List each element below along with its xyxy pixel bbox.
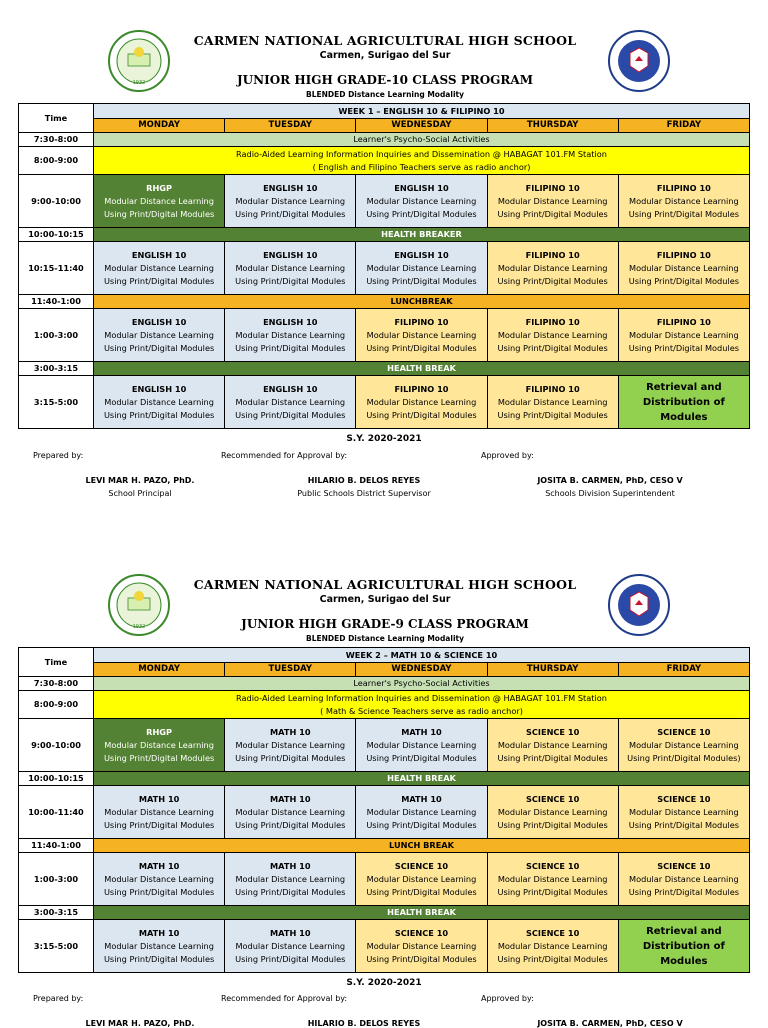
schedule-block-2 <box>0 574 768 1028</box>
day-thursday: THURSDAY <box>487 119 618 133</box>
time-slot: 10:00-11:40 <box>19 786 94 839</box>
time-slot: 10:15-11:40 <box>19 242 94 295</box>
approved-label: Approved by: <box>481 451 534 460</box>
class-cell: FILIPINO 10 Modular Distance Learning Using Print/Digital Modules <box>618 175 749 228</box>
school-place: Carmen, Surigao del Sur <box>319 594 451 605</box>
day-thursday: THURSDAY <box>487 663 618 677</box>
class-cell: MATH 10 Modular Distance Learning Using Print/Digital Modules <box>356 786 487 839</box>
class-cell: FILIPINO 10 Modular Distance Learning Using Print/Digital Modules <box>618 309 749 362</box>
time-slot: 3:15-5:00 <box>19 920 94 973</box>
class-cell: SCIENCE 10 Modular Distance Learning Using Print/Digital Modules <box>356 920 487 973</box>
class-cell: FILIPINO 10 Modular Distance Learning Using Print/Digital Modules <box>356 376 487 429</box>
program-title: JUNIOR HIGH GRADE-9 CLASS PROGRAM <box>241 617 529 631</box>
svg-text:1932: 1932 <box>132 624 146 630</box>
modality: BLENDED Distance Learning Modality <box>306 90 464 99</box>
signatory-name: HILARIO B. DELOS REYES <box>307 1019 421 1028</box>
deped-seal-logo <box>608 30 670 92</box>
signatory-name: HILARIO B. DELOS REYES <box>307 476 421 485</box>
class-cell: MATH 10 Modular Distance Learning Using Print/Digital Modules <box>225 920 356 973</box>
day-friday: FRIDAY <box>618 119 749 133</box>
week-title: WEEK 2 – MATH 10 & SCIENCE 10 <box>94 648 750 663</box>
class-cell: FILIPINO 10 Modular Distance Learning Using Print/Digital Modules <box>356 309 487 362</box>
health-break-row: HEALTH BREAK <box>94 906 750 920</box>
class-cell: ENGLISH 10 Modular Distance Learning Using Print/Digital Modules <box>356 175 487 228</box>
time-slot: 9:00-10:00 <box>19 175 94 228</box>
modality: BLENDED Distance Learning Modality <box>306 634 464 643</box>
class-cell: FILIPINO 10 Modular Distance Learning Using Print/Digital Modules <box>487 175 618 228</box>
class-cell: ENGLISH 10 Modular Distance Learning Using Print/Digital Modules <box>94 376 225 429</box>
time-slot: 10:00-10:15 <box>19 228 94 242</box>
svg-text:1932: 1932 <box>132 80 146 86</box>
class-cell: ENGLISH 10 Modular Distance Learning Using Print/Digital Modules <box>225 242 356 295</box>
time-slot: 1:00-3:00 <box>19 309 94 362</box>
school-name: CARMEN NATIONAL AGRICULTURAL HIGH SCHOOL <box>193 33 577 48</box>
radio-aided-learning <box>94 147 750 175</box>
time-header: Time <box>19 104 94 133</box>
day-wednesday: WEDNESDAY <box>356 663 487 677</box>
class-cell: SCIENCE 10 Modular Distance Learning Using Print/Digital Modules <box>487 920 618 973</box>
header <box>0 30 768 423</box>
class-cell: SCIENCE 10 Modular Distance Learning Using Print/Digital Modules <box>618 853 749 906</box>
time-slot: 3:15-5:00 <box>19 376 94 429</box>
class-cell: RHGP Modular Distance Learning Using Print/Digital Modules <box>94 175 225 228</box>
class-cell: ENGLISH 10 Modular Distance Learning Using Print/Digital Modules <box>225 376 356 429</box>
school-year: S.Y. 2020-2021 <box>346 434 422 444</box>
class-cell: SCIENCE 10 Modular Distance Learning Using Print/Digital Modules) <box>618 719 749 772</box>
time-slot: 1:00-3:00 <box>19 853 94 906</box>
class-cell: MATH 10 Modular Distance Learning Using Print/Digital Modules <box>94 786 225 839</box>
time-slot: 11:40-1:00 <box>19 839 94 853</box>
lunch-break-row: LUNCHBREAK <box>94 295 750 309</box>
lunch-break-row: LUNCH BREAK <box>94 839 750 853</box>
radio-line-2: ( Math & Science Teachers serve as radio anchor) <box>320 705 523 716</box>
class-cell: SCIENCE 10 Modular Distance Learning Using Print/Digital Modules <box>618 786 749 839</box>
day-monday: MONDAY <box>94 663 225 677</box>
schedule-block-1 <box>0 30 768 498</box>
time-slot: 11:40-1:00 <box>19 295 94 309</box>
day-tuesday: TUESDAY <box>225 119 356 133</box>
class-cell: FILIPINO 10 Modular Distance Learning Using Print/Digital Modules <box>618 242 749 295</box>
retrieval-cell: Retrieval and Distribution of Modules <box>618 376 749 429</box>
signatory-position: Public Schools District Supervisor <box>297 489 431 498</box>
health-break-row: HEALTH BREAK <box>94 362 750 376</box>
class-cell: ENGLISH 10 Modular Distance Learning Using Print/Digital Modules <box>225 309 356 362</box>
schedule-table <box>18 103 750 429</box>
time-slot: 3:00-3:15 <box>19 362 94 376</box>
signatory-position: Schools Division Superintendent <box>545 489 675 498</box>
retrieval-cell: Retrieval and Distribution of Modules <box>618 920 749 973</box>
school-seal-logo <box>108 574 170 636</box>
psycho-social-activities: Learner's Psycho-Social Activities <box>94 677 750 691</box>
radio-line-1: Radio-Aided Learning Information Inquiries and Dissemination @ HABAGAT 101.FM Station <box>236 692 607 703</box>
program-title: JUNIOR HIGH GRADE-10 CLASS PROGRAM <box>236 73 533 87</box>
class-cell: RHGP Modular Distance Learning Using Print/Digital Modules <box>94 719 225 772</box>
class-cell: MATH 10 Modular Distance Learning Using Print/Digital Modules <box>356 719 487 772</box>
header <box>0 574 768 967</box>
recommended-label: Recommended for Approval by: <box>221 451 348 460</box>
class-cell: ENGLISH 10 Modular Distance Learning Using Print/Digital Modules <box>94 242 225 295</box>
day-monday: MONDAY <box>94 119 225 133</box>
time-slot: 7:30-8:00 <box>19 133 94 147</box>
time-slot: 10:00-10:15 <box>19 772 94 786</box>
class-cell: MATH 10 Modular Distance Learning Using Print/Digital Modules <box>94 920 225 973</box>
class-cell: MATH 10 Modular Distance Learning Using Print/Digital Modules <box>94 853 225 906</box>
class-cell: ENGLISH 10 Modular Distance Learning Using Print/Digital Modules <box>356 242 487 295</box>
time-slot: 9:00-10:00 <box>19 719 94 772</box>
psycho-social-activities: Learner's Psycho-Social Activities <box>94 133 750 147</box>
day-wednesday: WEDNESDAY <box>356 119 487 133</box>
prepared-label: Prepared by: <box>33 451 84 460</box>
class-cell: MATH 10 Modular Distance Learning Using Print/Digital Modules <box>225 853 356 906</box>
signatory-name: JOSITA B. CARMEN, PhD, CESO V <box>537 1019 683 1028</box>
recommended-label: Recommended for Approval by: <box>221 994 348 1003</box>
class-cell: ENGLISH 10 Modular Distance Learning Using Print/Digital Modules <box>225 175 356 228</box>
signatory-name: JOSITA B. CARMEN, PhD, CESO V <box>537 476 683 485</box>
class-cell: SCIENCE 10 Modular Distance Learning Using Print/Digital Modules <box>487 786 618 839</box>
class-cell: SCIENCE 10 Modular Distance Learning Using Print/Digital Modules <box>356 853 487 906</box>
school-year: S.Y. 2020-2021 <box>346 978 422 988</box>
radio-aided-learning <box>94 691 750 719</box>
class-cell: FILIPINO 10 Modular Distance Learning Using Print/Digital Modules <box>487 376 618 429</box>
signatory-name: LEVI MAR H. PAZO, PhD. <box>85 1019 195 1028</box>
time-slot: 3:00-3:15 <box>19 906 94 920</box>
time-slot: 8:00-9:00 <box>19 147 94 175</box>
class-cell: SCIENCE 10 Modular Distance Learning Using Print/Digital Modules <box>487 853 618 906</box>
radio-line-2: ( English and Filipino Teachers serve as radio anchor) <box>312 161 531 172</box>
signatory-name: LEVI MAR H. PAZO, PhD. <box>85 476 195 485</box>
day-tuesday: TUESDAY <box>225 663 356 677</box>
deped-seal-logo <box>608 574 670 636</box>
health-break-row: HEALTH BREAK <box>94 772 750 786</box>
schedule-table <box>18 647 750 973</box>
time-header: Time <box>19 648 94 677</box>
class-cell: MATH 10 Modular Distance Learning Using Print/Digital Modules <box>225 786 356 839</box>
school-name: CARMEN NATIONAL AGRICULTURAL HIGH SCHOOL <box>193 577 577 592</box>
signatory-position: School Principal <box>108 489 172 498</box>
week-title: WEEK 1 – ENGLISH 10 & FILIPINO 10 <box>94 104 750 119</box>
class-cell: FILIPINO 10 Modular Distance Learning Using Print/Digital Modules <box>487 242 618 295</box>
class-cell: MATH 10 Modular Distance Learning Using Print/Digital Modules <box>225 719 356 772</box>
prepared-label: Prepared by: <box>33 994 84 1003</box>
time-slot: 7:30-8:00 <box>19 677 94 691</box>
radio-line-1: Radio-Aided Learning Information Inquiries and Dissemination @ HABAGAT 101.FM Station <box>236 148 607 159</box>
time-slot: 8:00-9:00 <box>19 691 94 719</box>
class-cell: FILIPINO 10 Modular Distance Learning Using Print/Digital Modules <box>487 309 618 362</box>
school-place: Carmen, Surigao del Sur <box>319 50 451 61</box>
approved-label: Approved by: <box>481 994 534 1003</box>
day-friday: FRIDAY <box>618 663 749 677</box>
class-cell: SCIENCE 10 Modular Distance Learning Using Print/Digital Modules <box>487 719 618 772</box>
class-cell: ENGLISH 10 Modular Distance Learning Using Print/Digital Modules <box>94 309 225 362</box>
school-seal-logo <box>108 30 170 92</box>
health-break-row: HEALTH BREAKER <box>94 228 750 242</box>
